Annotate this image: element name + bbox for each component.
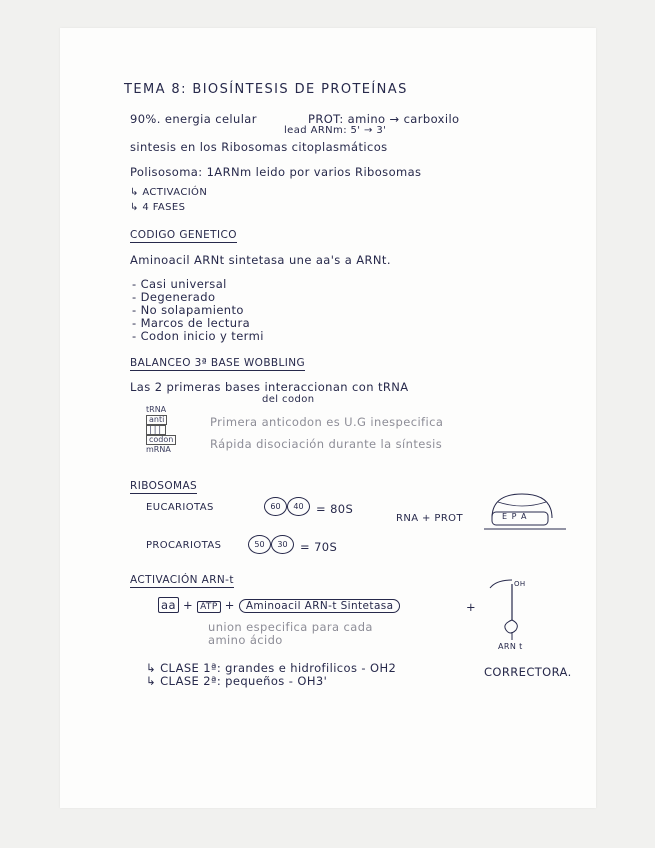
eucariotas-subunit-small: 40 <box>287 497 310 516</box>
procariotas-subunits <box>248 535 294 554</box>
rna-prot-label: RNA + PROT <box>396 513 463 524</box>
procariotas-subunit-small: 30 <box>271 535 294 554</box>
balanceo-line: Las 2 primeras bases interaccionan con tRNA <box>130 380 409 394</box>
balanceo-line-cont: del codon <box>262 394 315 405</box>
codigo-genetico-heading: CODIGO GENETICO <box>130 229 237 241</box>
notebook-page <box>60 28 596 808</box>
wobble-diagram <box>146 405 176 455</box>
codigo-item: - Degenerado <box>132 290 216 304</box>
intro-synthesis-line: sintesis en los Ribosomas citoplasmáticos <box>130 140 388 154</box>
intro-prot-direction: PROT: amino → carboxilo <box>308 112 460 126</box>
codigo-item: - Marcos de lectura <box>132 316 251 330</box>
activation-equation <box>158 598 400 612</box>
ribosome-sites: E P A <box>502 512 528 521</box>
ribosomas-heading: RIBOSOMAS <box>130 480 198 492</box>
intro-phases-item: ↳ 4 FASES <box>130 202 186 213</box>
diagram-anti-box: anti <box>146 415 167 425</box>
trna-label: ARN t <box>498 642 523 651</box>
eucariotas-label: EUCARIOTAS <box>146 502 214 513</box>
trna-oh-label: OH <box>514 580 526 588</box>
eq-plus: + <box>182 598 194 612</box>
intro-mrna-reading: lead ARNm: 5' → 3' <box>284 125 387 136</box>
clase-1-line: ↳ CLASE 1ª: grandes e hidrofilicos - OH2 <box>146 661 397 675</box>
eucariotas-total: = 80S <box>316 502 354 516</box>
diagram-pairing: ||| <box>146 425 166 435</box>
procariotas-total: = 70S <box>300 540 338 554</box>
diagram-codon-box: codon <box>146 435 176 445</box>
codigo-sintetasa-line: Aminoacil ARNt sintetasa une aa's a ARNt. <box>130 253 391 267</box>
eq-enzyme-pill: Aminoacil ARN-t Sintetasa <box>239 599 401 613</box>
codigo-item: - Codon inicio y termi <box>132 329 264 343</box>
activacion-heading: ACTIVACIÓN ARN-t <box>130 574 234 586</box>
procariotas-subunit-large: 50 <box>248 535 271 554</box>
intro-polysome-line: Polisosoma: 1ARNm leido por varios Ribosomas <box>130 165 422 179</box>
eq-atp-box: ATP <box>197 601 221 613</box>
clase-2-line: ↳ CLASE 2ª: pequeños - OH3' <box>146 674 328 688</box>
correctora-label: CORRECTORA. <box>484 665 572 679</box>
eq-plus-trna: + <box>466 600 477 614</box>
codigo-item: - Casi universal <box>132 277 227 291</box>
intro-activation-item: ↳ ACTIVACIÓN <box>130 187 208 198</box>
eq-plus: + <box>224 598 235 612</box>
diagram-mrna-label: mRNA <box>146 445 171 454</box>
enzyme-note-line1: union especifica para cada <box>208 620 373 634</box>
balanceo-note-first: Primera anticodon es U.G inespecifica <box>210 415 444 429</box>
codigo-item: - No solapamiento <box>132 303 244 317</box>
eucariotas-subunits <box>264 497 310 516</box>
page-title: TEMA 8: BIOSÍNTESIS DE PROTEÍNAS <box>124 82 408 97</box>
eucariotas-subunit-large: 60 <box>264 497 287 516</box>
eq-aa-box: aa <box>158 597 179 613</box>
enzyme-note-line2: amino ácido <box>208 633 283 647</box>
intro-energy-line: 90%. energia celular <box>130 112 257 126</box>
balanceo-heading: BALANCEO 3ª BASE WOBBLING <box>130 357 306 369</box>
diagram-trna-label: tRNA <box>146 405 167 414</box>
procariotas-label: PROCARIOTAS <box>146 540 222 551</box>
balanceo-note-second: Rápida disociación durante la síntesis <box>210 437 443 451</box>
